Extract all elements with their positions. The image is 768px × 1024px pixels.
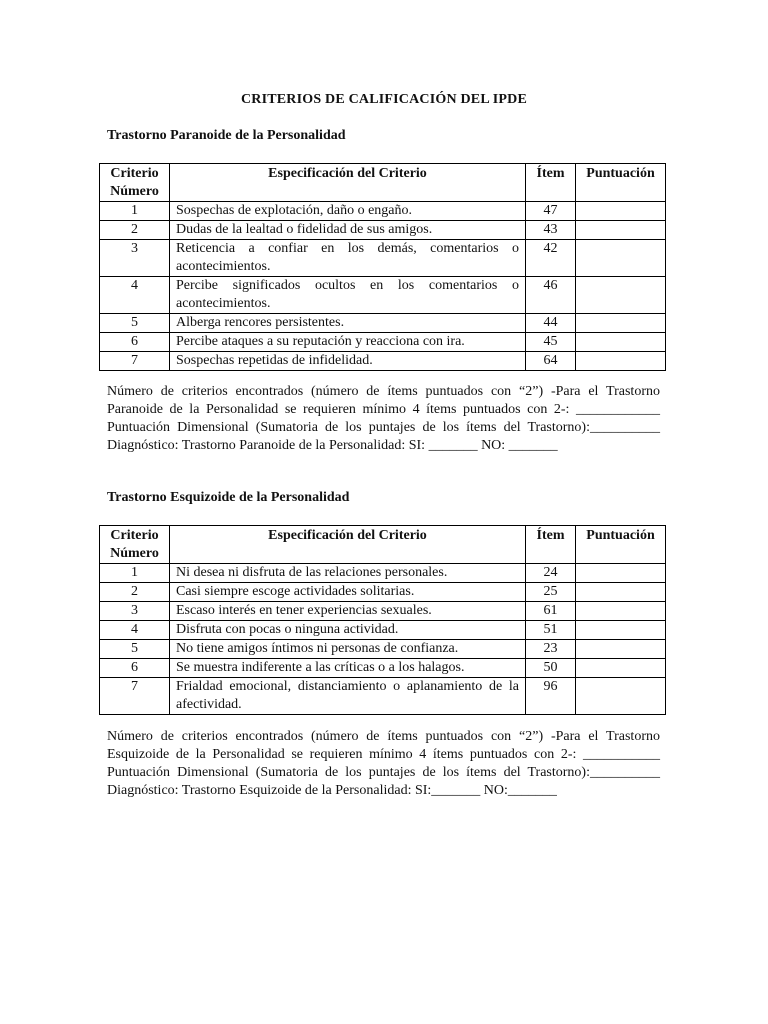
section-title-paranoide: Trastorno Paranoide de la Personalidad	[107, 128, 346, 143]
header-criterio-numero	[100, 526, 170, 564]
criterion-specification: Ni desea ni disfruta de las relaciones personales.	[170, 564, 526, 583]
summary-paranoide	[107, 383, 660, 455]
table-row	[100, 564, 666, 583]
table-row	[100, 352, 666, 371]
score-cell[interactable]	[576, 240, 666, 277]
table-header-row	[100, 164, 666, 202]
header-criterio-line2: Número	[110, 184, 159, 199]
table-row	[100, 640, 666, 659]
score-cell[interactable]	[576, 621, 666, 640]
table-row	[100, 602, 666, 621]
criterion-specification: Sospechas repetidas de infidelidad.	[170, 352, 526, 371]
criterion-number: 7	[100, 678, 170, 715]
table-row	[100, 221, 666, 240]
header-criterio-numero	[100, 164, 170, 202]
criterion-number: 3	[100, 602, 170, 621]
criterion-number: 6	[100, 333, 170, 352]
criterion-number: 2	[100, 583, 170, 602]
table-row	[100, 659, 666, 678]
item-number: 46	[526, 277, 576, 314]
table-row	[100, 621, 666, 640]
criterion-specification: No tiene amigos íntimos ni personas de confianza.	[170, 640, 526, 659]
item-number: 50	[526, 659, 576, 678]
criterion-number: 5	[100, 314, 170, 333]
criterion-number: 1	[100, 564, 170, 583]
score-cell[interactable]	[576, 314, 666, 333]
criterion-specification: Percibe significados ocultos en los comentarios o acontecimientos.	[170, 277, 526, 314]
header-item: Ítem	[526, 164, 576, 202]
item-number: 23	[526, 640, 576, 659]
table-row	[100, 202, 666, 221]
item-number: 43	[526, 221, 576, 240]
criterion-number: 4	[100, 277, 170, 314]
item-number: 24	[526, 564, 576, 583]
criterion-number: 3	[100, 240, 170, 277]
score-cell[interactable]	[576, 678, 666, 715]
diagnosis-line[interactable]: Diagnóstico: Trastorno Paranoide de la Personalidad: SI: _______ NO: _______	[107, 438, 558, 453]
criterion-number: 5	[100, 640, 170, 659]
header-criterio-line2: Número	[110, 546, 159, 561]
criterion-specification: Reticencia a confiar en los demás, comentarios o acontecimientos.	[170, 240, 526, 277]
item-number: 61	[526, 602, 576, 621]
summary-line[interactable]: Puntuación Dimensional (Sumatoria de los puntajes de los ítems del Trastorno):__________	[107, 765, 660, 780]
criterion-number: 2	[100, 221, 170, 240]
criteria-table-esquizoide	[99, 525, 666, 715]
header-especificacion: Especificación del Criterio	[170, 164, 526, 202]
criterion-number: 6	[100, 659, 170, 678]
summary-line[interactable]: Paranoide de la Personalidad se requieren mínimo 4 ítems puntuados con 2-: ____________	[107, 402, 660, 417]
criterion-specification: Sospechas de explotación, daño o engaño.	[170, 202, 526, 221]
criterion-number: 7	[100, 352, 170, 371]
score-cell[interactable]	[576, 221, 666, 240]
table-row	[100, 277, 666, 314]
table-row	[100, 314, 666, 333]
criterion-specification: Frialdad emocional, distanciamiento o aplanamiento de la afectividad.	[170, 678, 526, 715]
table-row	[100, 240, 666, 277]
item-number: 51	[526, 621, 576, 640]
criterion-specification: Disfruta con pocas o ninguna actividad.	[170, 621, 526, 640]
score-cell[interactable]	[576, 602, 666, 621]
score-cell[interactable]	[576, 583, 666, 602]
diagnosis-line[interactable]: Diagnóstico: Trastorno Esquizoide de la Personalidad: SI:_______ NO:_______	[107, 783, 557, 798]
item-number: 42	[526, 240, 576, 277]
header-criterio-line1: Criterio	[110, 528, 159, 543]
summary-line: Número de criterios encontrados (número de ítems puntuados con “2”) -Para el Trastorno	[107, 729, 660, 744]
criterion-specification: Casi siempre escoge actividades solitarias.	[170, 583, 526, 602]
header-item: Ítem	[526, 526, 576, 564]
item-number: 64	[526, 352, 576, 371]
section-title-esquizoide: Trastorno Esquizoide de la Personalidad	[107, 490, 350, 505]
criteria-table-paranoide	[99, 163, 666, 371]
criterion-specification: Percibe ataques a su reputación y reacciona con ira.	[170, 333, 526, 352]
criterion-specification: Dudas de la lealtad o fidelidad de sus amigos.	[170, 221, 526, 240]
criterion-specification: Se muestra indiferente a las críticas o a los halagos.	[170, 659, 526, 678]
table-row	[100, 583, 666, 602]
table-row	[100, 333, 666, 352]
header-criterio-line1: Criterio	[110, 166, 159, 181]
item-number: 96	[526, 678, 576, 715]
score-cell[interactable]	[576, 333, 666, 352]
item-number: 44	[526, 314, 576, 333]
summary-esquizoide	[107, 728, 660, 800]
summary-line[interactable]: Puntuación Dimensional (Sumatoria de los puntajes de los ítems del Trastorno):__________	[107, 420, 660, 435]
item-number: 45	[526, 333, 576, 352]
score-cell[interactable]	[576, 640, 666, 659]
header-puntuacion: Puntuación	[576, 164, 666, 202]
score-cell[interactable]	[576, 564, 666, 583]
summary-line[interactable]: Esquizoide de la Personalidad se requieren mínimo 4 ítems puntuados con 2-: ___________	[107, 747, 660, 762]
criterion-specification: Escaso interés en tener experiencias sexuales.	[170, 602, 526, 621]
score-cell[interactable]	[576, 202, 666, 221]
criterion-number: 4	[100, 621, 170, 640]
table-header-row	[100, 526, 666, 564]
table-row	[100, 678, 666, 715]
item-number: 47	[526, 202, 576, 221]
item-number: 25	[526, 583, 576, 602]
document-title: CRITERIOS DE CALIFICACIÓN DEL IPDE	[240, 92, 528, 107]
score-cell[interactable]	[576, 352, 666, 371]
summary-line: Número de criterios encontrados (número de ítems puntuados con “2”) -Para el Trastorno	[107, 384, 660, 399]
criterion-specification: Alberga rencores persistentes.	[170, 314, 526, 333]
score-cell[interactable]	[576, 277, 666, 314]
header-puntuacion: Puntuación	[576, 526, 666, 564]
header-especificacion: Especificación del Criterio	[170, 526, 526, 564]
criterion-number: 1	[100, 202, 170, 221]
score-cell[interactable]	[576, 659, 666, 678]
